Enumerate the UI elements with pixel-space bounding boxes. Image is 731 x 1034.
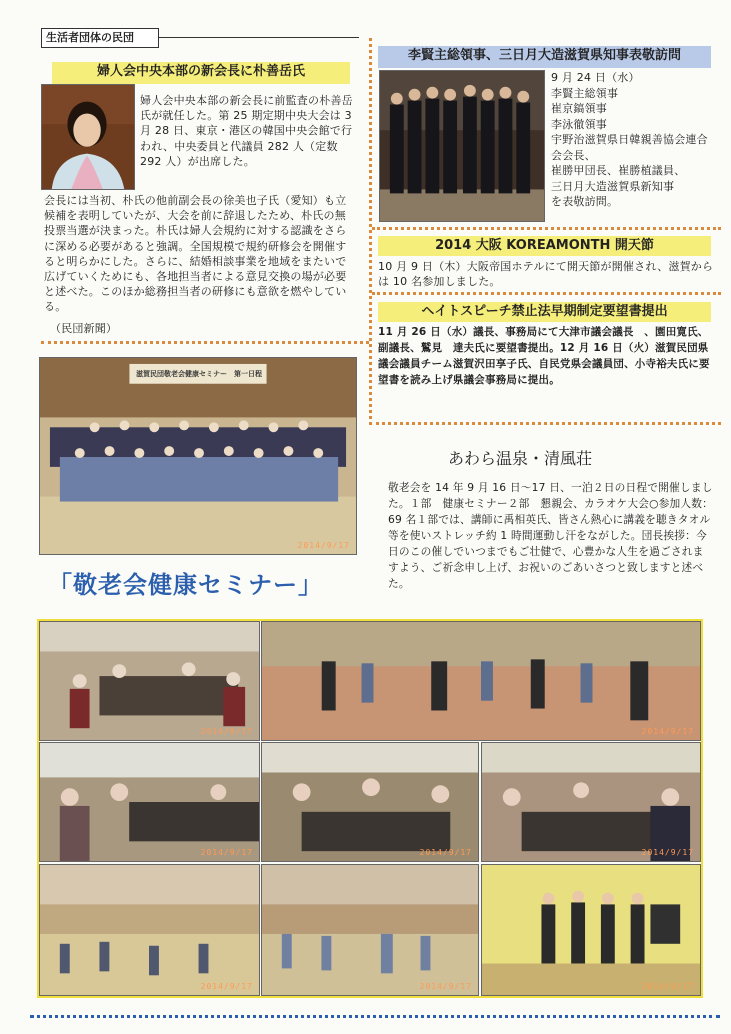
article1-headline: 婦人会中央本部の新会長に朴善岳氏 — [52, 62, 350, 84]
article4-headline: ヘイトスピーチ禁止法早期制定要望書提出 — [378, 302, 711, 322]
banner-text: 滋賀民団敬老会健康セミナー 第一日程 — [136, 370, 262, 378]
portrait-photo — [41, 84, 135, 190]
dining-photo-1 — [39, 621, 260, 741]
consul-visit-photo — [379, 70, 545, 222]
section-rule — [159, 37, 359, 38]
article5-headline: あわら温泉・清風荘 — [448, 449, 593, 468]
hall-photo-1 — [39, 864, 260, 996]
exercise-photo — [261, 621, 701, 741]
article2-line: 李賢主総領事 — [551, 86, 619, 100]
date-stamp: 2014/9/17 — [641, 982, 694, 991]
article4-body: 11 月 26 日（水）議長、事務局にて大津市議会議長 、園田寛氏、副議長、鷲見 達夫氏に要望書提出。12 月 16 日（火）滋賀民団県議会議員チーム滋賀沢田享子氏、自民党県会議員団、小寺裕夫氏に要望書を読み上げ県議会事務局に提出。 — [378, 326, 710, 386]
group-photo — [39, 357, 357, 555]
article2-headline: 李賢主総領事、三日月大造滋賀県知事表敬訪問 — [378, 46, 711, 68]
article2-line: 崔京鎬領事 — [551, 102, 607, 115]
article2-line: 李泳徹領事 — [551, 117, 607, 131]
footer-rule — [30, 1015, 720, 1018]
date-stamp: 2014/9/17 — [200, 982, 253, 991]
article3-headline: 2014 大阪 KOREAMONTH 開天節 — [378, 236, 711, 256]
dining-photo-4 — [481, 742, 701, 862]
date-stamp: 2014/9/17 — [641, 848, 694, 857]
dining-photo-3 — [261, 742, 479, 862]
date-stamp: 2014/9/17 — [200, 727, 253, 736]
hall-photo-2 — [261, 864, 479, 996]
dining-photo-2 — [39, 742, 260, 862]
date-stamp: 2014/9/17 — [297, 541, 350, 550]
article2-line: 崔勝甲団長、崔勝植議員、 — [551, 164, 686, 177]
article3-bottom-border — [372, 292, 721, 295]
date-stamp: 2014/9/17 — [419, 982, 472, 991]
article1-lead: 婦人会中央本部の新会長に前監査の朴善岳氏が就任した。第 25 期定期中央大会は 3 月 28 日、東京・港区の韓国中央会館で行われ、中央委員と代議員 282 人（定数 292 人）が出席した。 — [140, 94, 353, 168]
article2-details — [551, 70, 716, 210]
article2-line: 9 月 24 日（水） — [551, 71, 640, 84]
article2-line: 三日月大造滋賀県新知事 — [551, 179, 675, 193]
article2-line: 宇野治滋賀県日韓親善協会連合会会長、 — [551, 133, 708, 162]
date-stamp: 2014/9/17 — [419, 848, 472, 857]
seminar-title: 「敬老会健康セミナー」 — [48, 571, 323, 599]
section-label: 生活者団体の民団 — [46, 31, 134, 44]
karaoke-photo — [481, 864, 701, 996]
date-stamp: 2014/9/17 — [200, 848, 253, 857]
article3-body: 10 月 9 日（木）大阪帝国ホテルにて開天節が開催され、滋賀からは 10 名参加しました。 — [378, 260, 714, 289]
date-stamp: 2014/9/17 — [641, 727, 694, 736]
article2-line: を表敬訪問。 — [551, 195, 619, 208]
article1-body: 会長には当初、朴氏の他前副会長の徐美也子氏（愛知）も立候補を表明していたが、大会を前に辞退したため、朴氏の無投票当選が決まった。朴氏は婦人会規約に対する認識をさらに深める必要があると強調。全国規模で規約研修会を開催すると明らかにした。さらに、結婚相談事業を地域をまたいで広げていくためにも、各地担当者による意見交換の場が必要と述べた。このほか総務担当者の研修にも意欲を燃やしている。 — [44, 194, 347, 314]
article5-body: 敬老会を 14 年 9 月 16 日～17 日、一泊２日の日程で開催しました。１部 健康セミナー２部 懇親会、カラオケ大会○参加人数：69 名１部では、講師に禹相英氏、皆さん熱心に講義を聴きタオル等を使いストレッチ約 1 時間運動し汗をながした。団長挨拶：今日のこの催しでいつまでもご壮健で、心豊かな人生を過ごされますよう、ご祈念申し上げ、お祝いのごあいさつと致しますと述べた。 — [388, 481, 714, 590]
article2-bottom-border — [372, 227, 721, 230]
article1-source: （民団新聞） — [50, 322, 118, 335]
article1-bottom-border — [41, 341, 369, 344]
